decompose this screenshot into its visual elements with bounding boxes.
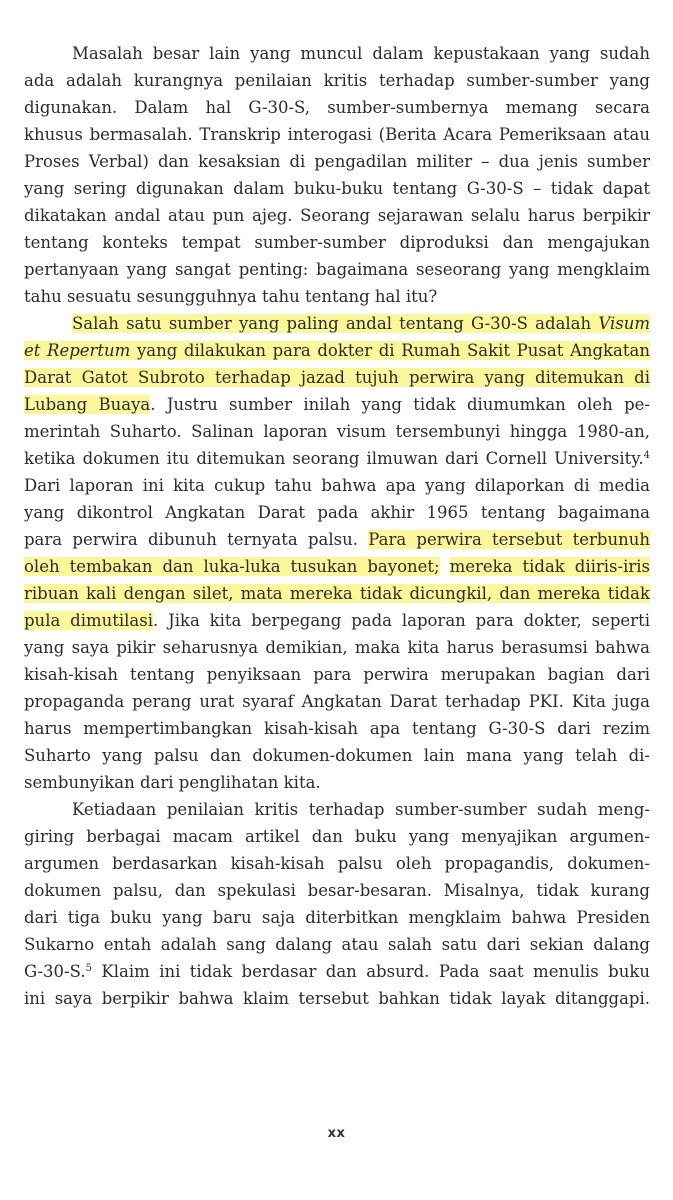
text-line: merintah Suharto. Salinan laporan visum tersembunyi hingga 1980-an, (24, 422, 650, 441)
text-line: propaganda perang urat syaraf Angkatan Darat terhadap PKI. Kita juga (24, 692, 650, 711)
text-line: Suharto yang palsu dan dokumen-dokumen lain mana yang telah di- (24, 746, 650, 765)
text-line: tahu sesuatu sesungguhnya tahu tentang hal itu? (24, 287, 438, 306)
text-line: Dari laporan ini kita cukup tahu bahwa apa yang dilaporkan di media (24, 476, 650, 495)
text-line: digunakan. Dalam hal G-30-S, sumber-sumbernya memang secara (24, 98, 650, 117)
text-line: ketika dokumen itu ditemukan seorang ilmuwan dari Cornell University.$^4$ (24, 449, 650, 468)
text-line: dari tiga buku yang baru saja diterbitkan mengklaim bahwa Presiden (24, 908, 650, 927)
text-line (24, 337, 650, 364)
highlight: ribuan kali dengan silet, mata mereka tidak dicungkil, dan mereka tidak (24, 584, 650, 603)
text-line: sembunyikan dari penglihatan kita. (24, 773, 321, 792)
highlight: Lubang Buaya (24, 395, 151, 414)
text-line: pula dimutilasi. Jika kita berpegang pada laporan para dokter, seperti (24, 611, 650, 630)
text-line: Lubang Buaya. Justru sumber inilah yang tidak diumumkan oleh pe- (24, 395, 650, 414)
highlight: Darat Gatot Subroto terhadap jazad tujuh perwira yang ditemukan di (24, 368, 650, 387)
footnote-ref[interactable]: 5 (85, 963, 92, 974)
footnote-ref[interactable]: 4 (643, 450, 650, 461)
highlight: pula dimutilasi (24, 611, 154, 630)
text-line: harus mempertimbangkan kisah-kisah apa tentang G-30-S dari rezim (24, 719, 650, 738)
text-line (24, 310, 650, 337)
text-line: G-30-S.$^5$ Klaim ini tidak berdasar dan absurd. Pada saat menulis buku (24, 962, 650, 981)
text-line: dikatakan andal atau pun ajeg. Seorang sejarawan selalu harus berpikir (24, 206, 650, 225)
text-line: yang sering digunakan dalam buku-buku tentang G-30-S – tidak dapat (24, 179, 650, 198)
text-line: tentang konteks tempat sumber-sumber diproduksi dan mengajukan (24, 233, 650, 252)
text-line (24, 553, 650, 580)
paragraph-1 (24, 40, 650, 310)
text-line: yang saya pikir seharusnya demikian, maka kita harus berasumsi bahwa (24, 638, 650, 657)
text-line: khusus bermasalah. Transkrip interogasi (Berita Acara Pemeriksaan atau (24, 125, 650, 144)
text-line: pertanyaan yang sangat penting: bagaimana seseorang yang mengklaim (24, 260, 650, 279)
highlight: mereka tidak diiris-iris (449, 557, 651, 576)
text-line (24, 364, 650, 391)
text-line: argumen berdasarkan kisah-kisah palsu oleh propagandis, dokumen- (24, 854, 650, 873)
text-line: yang dikontrol Angkatan Darat pada akhir 1965 tentang bagaimana (24, 503, 650, 522)
highlight: et Repertum yang dilakukan para dokter di Rumah Sakit Pusat Angkatan (24, 341, 650, 360)
highlight: Salah satu sumber yang paling andal tentang G-30-S adalah Visum (72, 314, 650, 333)
text-line: para perwira dibunuh ternyata palsu. Para perwira tersebut terbunuh (24, 530, 650, 549)
text-line: Masalah besar lain yang muncul dalam kepustakaan yang sudah (72, 44, 650, 63)
document-page (24, 40, 650, 1012)
text-line: ini saya berpikir bahwa klaim tersebut bahkan tidak layak ditanggapi. (24, 989, 650, 1008)
paragraph-3 (24, 796, 650, 1012)
highlight: Para perwira tersebut terbunuh (368, 530, 650, 549)
paragraph-2 (24, 310, 650, 796)
text-line: dokumen palsu, dan spekulasi besar-besaran. Misalnya, tidak kurang (24, 881, 650, 900)
text-line: Ketiadaan penilaian kritis terhadap sumber-sumber sudah meng- (72, 800, 650, 819)
page-number: xx (327, 1126, 346, 1141)
text-line: ada adalah kurangnya penilaian kritis terhadap sumber-sumber yang (24, 71, 650, 90)
text-line: Proses Verbal) dan kesaksian di pengadilan militer – dua jenis sumber (24, 152, 650, 171)
text-line: kisah-kisah tentang penyiksaan para perwira merupakan bagian dari (24, 665, 650, 684)
highlight: oleh tembakan dan luka-luka tusukan bayonet; (24, 557, 440, 576)
text-line: giring berbagai macam artikel dan buku yang menyajikan argumen- (24, 827, 650, 846)
text-line: Sukarno entah adalah sang dalang atau salah satu dari sekian dalang (24, 935, 650, 954)
text-line (24, 580, 650, 607)
